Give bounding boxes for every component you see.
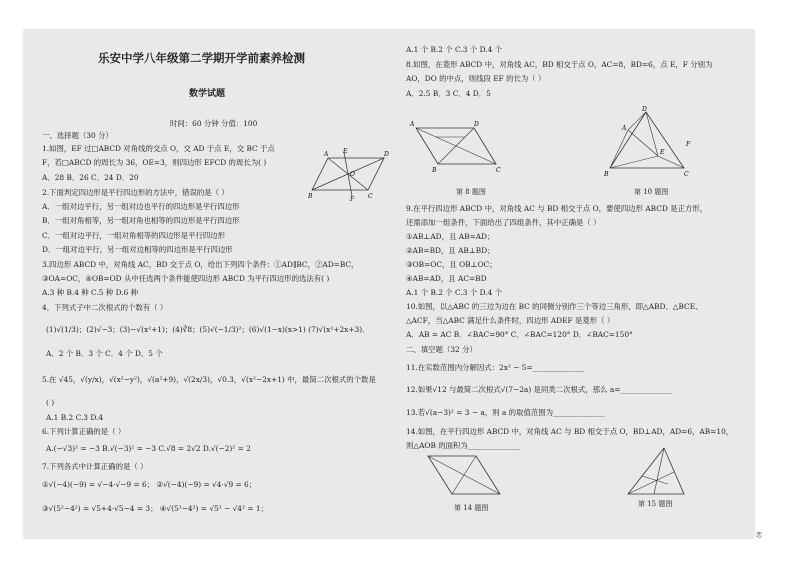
q7-options: A.1 个 B.2 个 C.3 个 D.4 个 [406,45,503,54]
q9-options: A.1 个 B.2 个 C.3 个 D.4 个 [406,288,503,297]
fig1-label-o: O [350,171,355,178]
q3-options: A.3 种 B.4 种 C.5 种 D.6 种 [42,288,139,297]
q10-triangles-figure [598,106,694,180]
fig1-label-a: A [324,151,329,158]
q10-options: A．AB = AC B．∠BAC=90° C．∠BAC=120° D．∠BAC=150° [406,330,633,339]
exam-paper [24,30,754,538]
q6-stem: 6.下列计算正确的是（ ） [42,427,126,436]
q13-line: 13.若√(a−3)² = 3 − a，则 a 的取值范围为______________ [406,408,605,417]
q8-line1: 8.如图，在菱形 ABCD 中，对角线 AC，BD 相交于点 O，AC=8，BD=6，点 E，F 分别为 [406,60,713,69]
q9-condition-4: ④AB=AD，且 AC=BD [406,274,487,283]
q1-line1: 1.如图，EF 过□ABCD 对角线的交点 O，交 AD 于点 E，交 BC 于点 [42,144,275,153]
q5-options: A.1 B.2 C.3 D.4 [46,413,104,422]
q8-rhombus-figure [408,118,504,174]
section-fill-heading: 二、填空题（32 分） [406,345,477,354]
fig1-label-d: D [384,151,389,158]
fig10-label-d: D [642,106,647,113]
q6-options: A.(−√3)² = −3 B.√(−3)² = −3 C.√8 = 2√2 D.√(−2)² = 2 [46,444,251,453]
fig10-label-b: B [604,171,609,178]
figure15-caption: 第 15 题图 [638,500,673,508]
q14-line2: 则△AOB 的面积为______________ [406,441,520,450]
q9-condition-1: ①AB⊥AD，且 AB=AD； [406,232,495,241]
q8-line2: AO，DO 的中点，则线段 EF 的长为（ ） [406,74,546,83]
fig1-label-f: F [350,196,355,202]
fig10-label-c: C [684,171,689,178]
q2-option-b: B．一组对角相等，另一组对角也相等的四边形是平行四边形 [42,216,240,225]
fig8-label-b: B [432,167,437,174]
q7-line2: ③√(5²−4²) = √5+4·√5−4 = 3； ④√(5²−4²) = √5² − √4² = 1； [42,504,268,513]
fig10-label-f: F [686,141,691,148]
figure14-caption: 第 14 题图 [454,504,489,512]
q3-line1: 3.四边形 ABCD 中，对角线 AC，BD 交于点 O，给出下列四个条件：①AD∥BC，②AD=BC， [42,260,359,269]
q2-option-a: A．一组对边平行，另一组对边也平行的四边形是平行四边形 [42,202,240,211]
fig8-label-a: A [410,121,415,128]
q10-line1: 10.如图，以△ABC 的三边为边在 BC 的同侧分别作三个等边三角形，即△ABD、△BCE、 [406,302,703,311]
q4-expressions: (1)√(1/3)；(2)√−3；(3)−√(x²+1)；(4)∛8；(5)√(−1/3)²；(6)√(1−x)(x>1) (7)√(x²+2x+3)． [46,325,370,334]
corner-mark: 恋 [756,532,763,539]
q2-option-d: D．一组对边平行，另一组对边相等的四边形是平行四边形 [42,245,233,254]
fig8-label-c: C [496,167,501,174]
fig1-label-b: B [308,193,313,200]
q2-option-c: C．一组对边平行，一组对角相等的四边形是平行四边形 [42,231,226,240]
q5-stem: 5.在 √45，√(y/x)，√(x²−y²)，√(a²+9)，√(2x/3)，√0.3，√(x²−2x+1) 中，最简二次根式的个数是 [42,375,376,384]
fig10-label-a: A [622,125,627,132]
q7-stem: 7.下列各式中计算正确的是（ ） [42,462,148,471]
q14-line1: 14.如图，在平行四边形 ABCD 中，对角线 AC 与 BD 相交于点 O，BD⊥AD，AD=6，AB=10， [406,427,734,436]
q4-stem: 4．下列式子中二次根式的个数有（ ） [42,303,168,312]
exam-title: 乐安中学八年级第二学期开学前素养检测 [98,51,305,65]
q3-line2: ③OA=OC，④OB=OD 从中任选两个条件能使四边形 ABCD 为平行四边形的选法有( ) [42,274,330,283]
q4-options: A．2 个 B．3 个 C．4 个 D．5 个 [46,349,163,358]
q2-stem: 2.下面判定四边形是平行四边形的方法中，错误的是（ ） [42,188,229,197]
q1-options: A．28 B．26 C．24 D．20 [42,173,139,182]
q1-line2: F，若□ABCD 的周长为 36，OE=3，则四边形 EFCD 的周长为( ) [42,158,267,167]
q1-parallelogram-figure [308,148,390,202]
figure8-caption: 第 8 题图 [456,188,486,196]
q5-blank: ( ) [46,398,55,407]
q11-line: 11.在实数范围内分解因式：2x² − 5=______________ [406,363,585,372]
q9-condition-2: ②AB=BD，且 AB⊥BD； [406,246,495,255]
fig1-label-c: C [368,193,373,200]
fig8-label-d: D [474,121,479,128]
fig10-label-e: E [660,149,665,156]
section-choice-heading: 一、选择题（30 分） [42,131,113,140]
subject-title: 数学试题 [189,89,226,99]
fig1-label-e: E [343,148,348,155]
q10-line2: △ACF，当△ABC 满足什么条件时，四边形 ADEF 是菱形（ ） [406,316,615,325]
q15-triangle-figure [624,444,688,500]
q12-line: 12.如果√12 与最简二次根式√(7−2a) 是同类二次根式，那么 a=______________ [406,385,673,394]
q9-condition-3: ③OB=OC，且 OB⊥OC； [406,260,497,269]
exam-meta: 时间：60 分钟 分值：100 [170,119,258,128]
q9-line2: 还需添加一组条件，下面给出了四组条件，其中正确是（ ） [406,218,601,227]
q9-line1: 9.在平行四边形 ABCD 中，对角线 AC 与 BD 相交于点 O，要使四边形 ABCD 是正方形， [406,204,708,213]
q7-line1: ①√(−4)(−9) = √−4·√−9 = 6； ②√(−4)(−9) = √4·√9 = 6； [42,480,257,489]
q14-parallelogram-figure [424,450,504,500]
q8-options: A．2.5 B．3 C．4 D．5 [406,89,491,98]
figure10-caption: 第 10 题图 [634,188,669,196]
